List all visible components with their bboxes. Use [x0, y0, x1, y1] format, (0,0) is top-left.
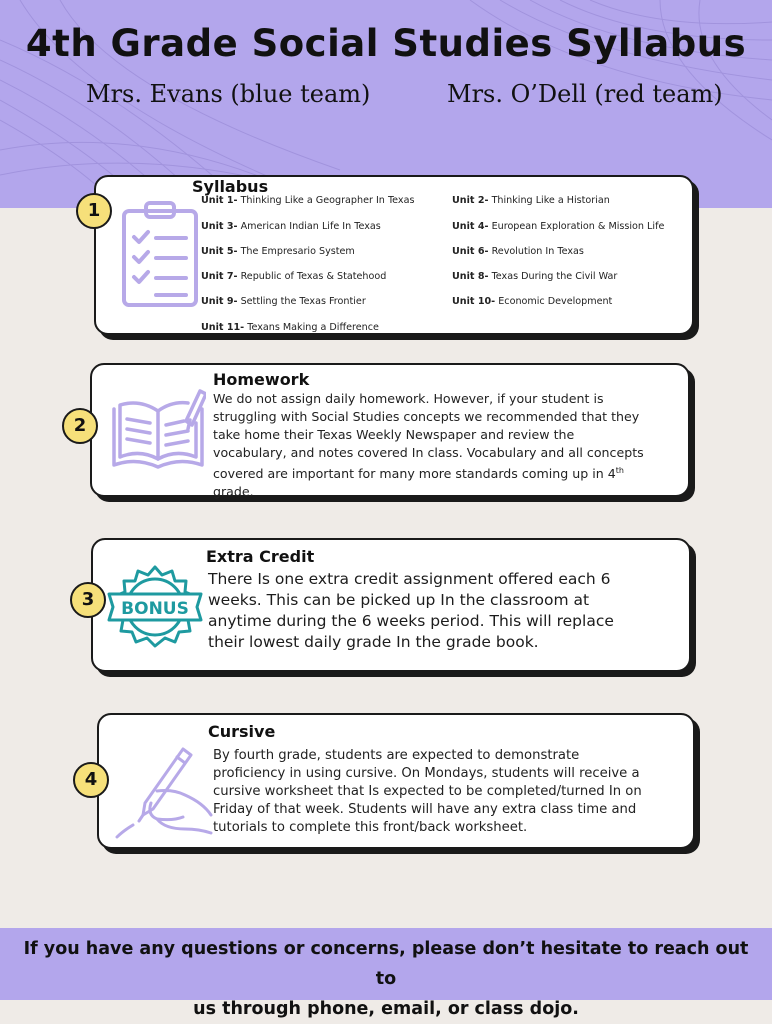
bonus-seal-label: BONUS [121, 599, 189, 619]
syllabus-card [94, 175, 694, 335]
footer-contact-note: If you have any questions or concerns, please don’t hesitate to reach out to us through phone, email, or class dojo. [23, 939, 749, 1019]
homework-card [90, 363, 690, 500]
section-number-badge: 2 [62, 408, 98, 444]
section-number-badge: 4 [73, 762, 109, 798]
section-number-badge: 3 [70, 582, 106, 618]
teacher-blue-team: Mrs. Evans (blue team) [86, 80, 371, 108]
syllabus-title: Syllabus [192, 177, 269, 196]
unit-item: Unit 8- Texas During the Civil War [452, 271, 618, 282]
unit-item: Unit 10- Economic Development [452, 296, 613, 307]
unit-item: Unit 6- Revolution In Texas [452, 246, 584, 257]
unit-item: Unit 2- Thinking Like a Historian [452, 195, 610, 206]
cursive-text: By fourth grade, students are expected to demonstrate proficiency in using cursive. On Mondays, students will receive a cursive worksheet that Is expected to be completed/turned In on Friday of that week. Students will have any extra class time and tutorials to complete this front/back worksheet. [213, 748, 642, 835]
unit-item: Unit 11- Texans Making a Difference [201, 322, 379, 333]
hand-writing-pen-icon [113, 745, 213, 841]
unit-item: Unit 1- Thinking Like a Geographer In Texas [201, 195, 415, 206]
unit-item: Unit 5- The Empresario System [201, 246, 355, 257]
open-book-pencil-icon [110, 387, 206, 475]
footer-band [0, 928, 772, 1019]
homework-title: Homework [213, 370, 310, 389]
unit-item: Unit 4- European Exploration & Mission Life [452, 221, 665, 232]
section-number-badge: 1 [76, 193, 112, 229]
homework-text: We do not assign daily homework. However, if your student is struggling with Social Studies concepts we recommended that they take home their Texas Weekly Newspaper and review the vocabulary, and notes covered In class. Vocabulary and all concepts covered are important for many more standards coming up in 4th grade. [213, 391, 644, 500]
extra-credit-text: There Is one extra credit assignment offered each 6 weeks. This can be picked up In the classroom at anytime during the 6 weeks period. This will replace their lowest daily grade In the grade book. [208, 570, 614, 651]
unit-item: Unit 9- Settling the Texas Frontier [201, 296, 366, 307]
extra-credit-title: Extra Credit [206, 547, 315, 566]
bonus-seal-icon [107, 564, 203, 650]
page-title: 4th Grade Social Studies Syllabus [25, 22, 747, 65]
unit-item: Unit 7- Republic of Texas & Statehood [201, 271, 387, 282]
teacher-red-team: Mrs. O’Dell (red team) [447, 80, 723, 108]
unit-item: Unit 3- American Indian Life In Texas [201, 221, 381, 232]
clipboard-checklist-icon [120, 199, 200, 309]
extra-credit-card [91, 538, 691, 672]
cursive-title: Cursive [208, 722, 276, 741]
cursive-card [97, 713, 695, 849]
